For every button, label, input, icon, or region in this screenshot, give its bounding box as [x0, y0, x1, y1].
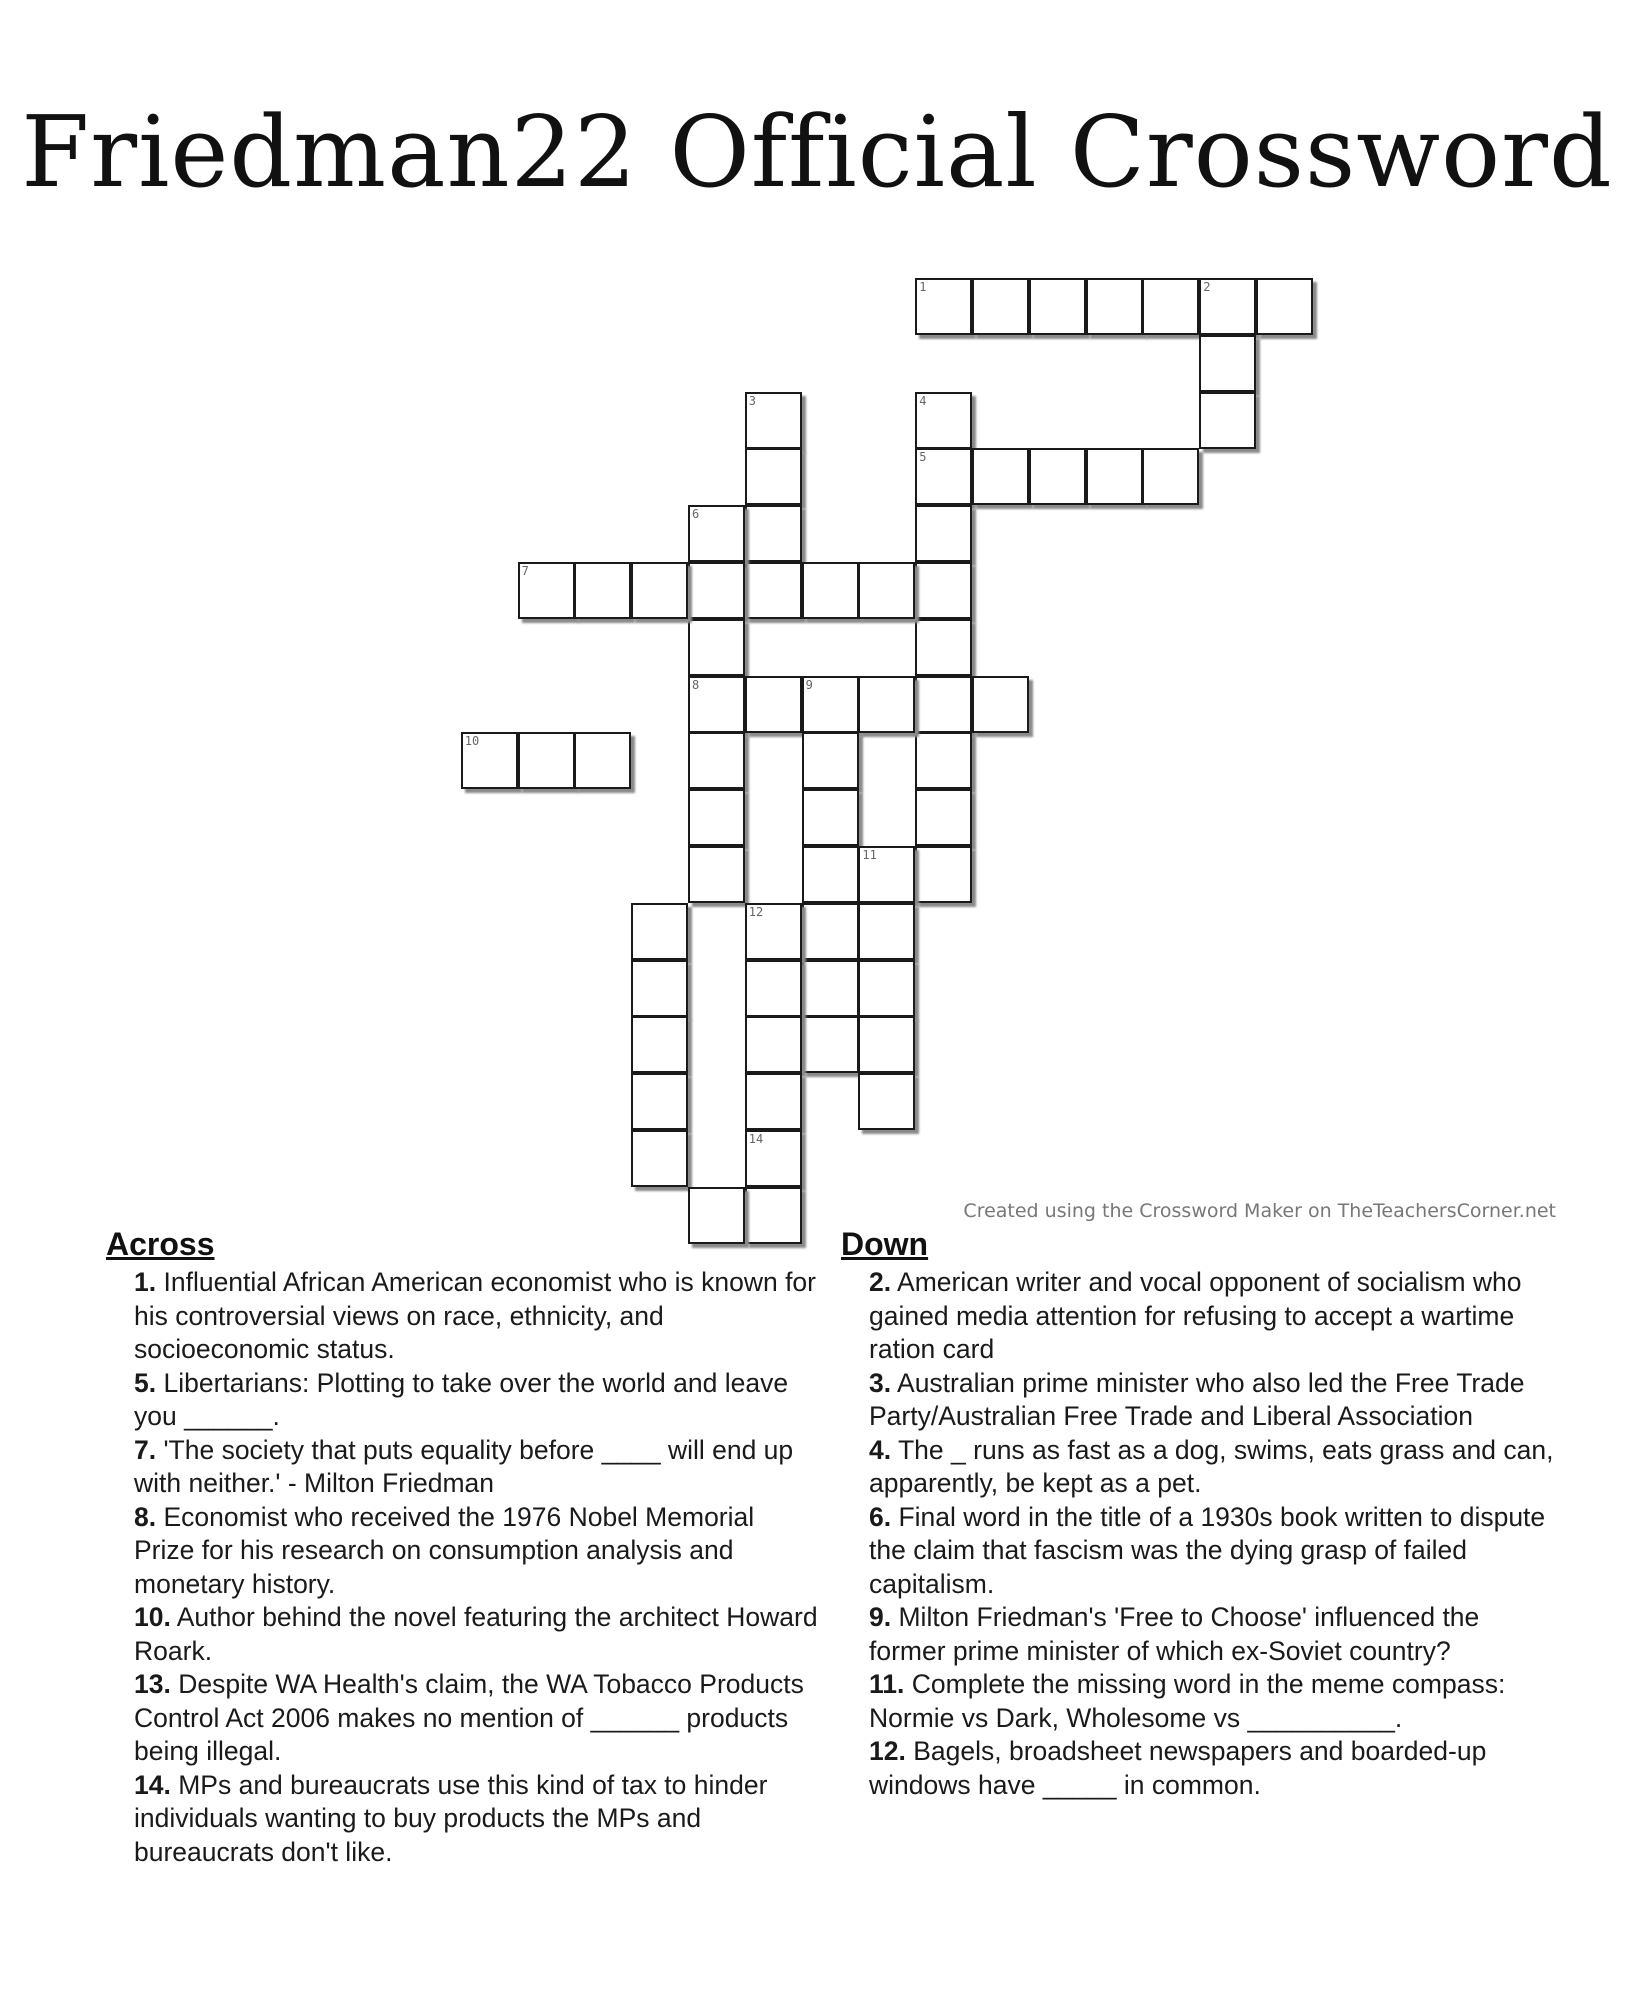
- grid-cell: [802, 903, 859, 960]
- clue-item: [134, 1266, 818, 1367]
- grid-cell: [745, 1073, 802, 1130]
- grid-cell: [1142, 278, 1199, 335]
- clue-number: 10.: [134, 1602, 171, 1632]
- clue-text: Influential African American economist who is known for his controversial views on race, ethnicity, and socioeconomic status.: [134, 1267, 816, 1364]
- grid-cell: [915, 562, 972, 619]
- clue-text: 'The society that puts equality before ____ will end up with neither.' - Milton Friedman: [134, 1434, 794, 1498]
- clue-text: Bagels, broadsheet newspapers and boarded-up windows have _____ in common.: [869, 1736, 1487, 1800]
- clue-number: 13.: [134, 1669, 171, 1699]
- grid-cell: [745, 562, 802, 619]
- credit-line: Created using the Crossword Maker on TheTeachersCorner.net: [963, 1200, 1556, 1222]
- cell-number: 6: [692, 507, 700, 522]
- clue-number: 4.: [869, 1434, 892, 1465]
- cell-number: 2: [1203, 280, 1211, 294]
- grid-cell: [858, 960, 915, 1017]
- grid-cell: [461, 732, 518, 789]
- grid-cell: [1199, 335, 1256, 392]
- clue-text: Despite WA Health's claim, the WA Tobacco Products Control Act 2006 makes no mention of ______ products being illegal.: [134, 1669, 804, 1766]
- clue-number: 5.: [134, 1367, 157, 1398]
- clue-item: [869, 1735, 1561, 1802]
- down-clues: [841, 1226, 1561, 1802]
- cell-number: 7: [521, 564, 529, 578]
- clue-item: [134, 1668, 818, 1769]
- grid-cell: [518, 562, 575, 619]
- clue-item: [134, 1769, 818, 1870]
- clue-item: [869, 1266, 1561, 1367]
- grid-cell: [1199, 278, 1256, 335]
- clue-text: Australian prime minister who also led the Free Trade Party/Australian Free Trade and Liberal Association: [869, 1367, 1525, 1431]
- down-heading: Down: [841, 1226, 929, 1262]
- clue-number: 2.: [869, 1267, 892, 1297]
- clue-item: [869, 1668, 1561, 1735]
- grid-cell: [745, 392, 802, 449]
- grid-cell: [745, 448, 802, 505]
- grid-cell: [688, 789, 745, 846]
- grid-cell: [688, 732, 745, 789]
- grid-cell: [688, 846, 745, 903]
- clue-number: 11.: [869, 1669, 905, 1699]
- grid-cell: [745, 676, 802, 733]
- grid-cell: [688, 505, 745, 562]
- clue-item: [134, 1367, 818, 1434]
- grid-cell: [745, 1016, 802, 1073]
- grid-cell: [574, 732, 631, 789]
- clue-number: 6.: [869, 1501, 892, 1532]
- grid-cell: [972, 278, 1029, 335]
- grid-cell: [688, 619, 745, 676]
- clue-text: Author behind the novel featuring the architect Howard Roark.: [134, 1602, 818, 1666]
- clue-number: 12.: [869, 1736, 906, 1766]
- grid-cell: [1142, 448, 1199, 505]
- cell-number: 5: [919, 450, 927, 465]
- grid-cell: [518, 732, 575, 789]
- grid-cell: [802, 789, 859, 846]
- grid-cell: [631, 960, 688, 1017]
- grid-cell: [745, 505, 802, 562]
- grid-cell: [858, 846, 915, 903]
- grid-cell: [574, 562, 631, 619]
- grid-cell: [802, 676, 859, 733]
- cell-number: 10: [464, 734, 480, 749]
- grid-cell: [1086, 278, 1143, 335]
- grid-cell: [1029, 448, 1086, 505]
- cell-number: 8: [692, 677, 700, 692]
- clue-number: 3.: [869, 1367, 892, 1398]
- clue-number: 1.: [134, 1267, 157, 1297]
- cell-number: 3: [748, 393, 757, 408]
- clue-item: [869, 1601, 1561, 1668]
- clue-text: American writer and vocal opponent of socialism who gained media attention for refusing to accept a wartime ration card: [869, 1267, 1522, 1364]
- grid-cell: [1086, 448, 1143, 505]
- grid-cell: [802, 562, 859, 619]
- grid-cell: [631, 1130, 688, 1187]
- clue-item: [134, 1501, 818, 1602]
- grid-cell: [915, 846, 972, 903]
- grid-cell: [915, 392, 972, 449]
- across-heading: Across: [106, 1226, 215, 1262]
- page-title: Friedman22 Official Crossword: [21, 96, 1613, 210]
- grid-cell: [745, 1130, 802, 1187]
- cell-number: 12: [748, 904, 764, 919]
- clue-item: [134, 1601, 818, 1668]
- grid-cell: [972, 448, 1029, 505]
- grid-cell: [858, 903, 915, 960]
- clue-text: Economist who received the 1976 Nobel Memorial Prize for his research on consumption analysis and monetary history.: [134, 1501, 755, 1599]
- grid-cell: [858, 562, 915, 619]
- grid-cell: [972, 676, 1029, 733]
- across-clues: [106, 1226, 818, 1869]
- grid-cell: [915, 278, 972, 335]
- grid-cell: [745, 903, 802, 960]
- clue-item: [869, 1501, 1561, 1602]
- grid-cell: [631, 1016, 688, 1073]
- grid-cell: [802, 846, 859, 903]
- grid-cell: [688, 562, 745, 619]
- grid-cell: [858, 676, 915, 733]
- grid-cell: [631, 562, 688, 619]
- clue-text: Milton Friedman's 'Free to Choose' influenced the former prime minister of which ex-Soviet country?: [869, 1602, 1480, 1666]
- grid-cell: [688, 676, 745, 733]
- down-clue-list: [841, 1266, 1561, 1802]
- grid-cell: [802, 732, 859, 789]
- clue-text: Libertarians: Plotting to take over the world and leave you ______.: [134, 1367, 789, 1431]
- grid-cell: [915, 448, 972, 505]
- clue-text: Final word in the title of a 1930s book written to dispute the claim that fascism was the dying grasp of failed capitalism.: [869, 1501, 1546, 1599]
- cell-number: 14: [748, 1132, 764, 1146]
- grid-cell: [802, 960, 859, 1017]
- grid-cell: [858, 1073, 915, 1130]
- grid-cell: [915, 789, 972, 846]
- clue-item: [869, 1367, 1561, 1434]
- cell-number: 11: [862, 848, 877, 862]
- clue-text: Complete the missing word in the meme compass: Normie vs Dark, Wholesome vs __________.: [869, 1669, 1506, 1733]
- grid-cell: [802, 1016, 859, 1073]
- clue-item: [869, 1434, 1561, 1501]
- grid-cell: [631, 903, 688, 960]
- clue-text: The _ runs as fast as a dog, swims, eats grass and can, apparently, be kept as a pet.: [869, 1434, 1554, 1498]
- clue-number: 9.: [869, 1602, 892, 1632]
- clue-number: 8.: [134, 1501, 157, 1532]
- clue-number: 14.: [134, 1769, 171, 1800]
- grid-cell: [915, 505, 972, 562]
- grid-cell: [1256, 278, 1313, 335]
- clue-number: 7.: [134, 1434, 157, 1465]
- grid-cell: [915, 619, 972, 676]
- clue-text: MPs and bureaucrats use this kind of tax to hinder individuals wanting to buy products the MPs and bureaucrats don't like.: [134, 1769, 768, 1867]
- grid-cell: [1199, 392, 1256, 449]
- grid-cell: [745, 960, 802, 1017]
- grid-cell: [631, 1073, 688, 1130]
- across-clue-list: [106, 1266, 818, 1869]
- grid-cell: [1029, 278, 1086, 335]
- grid-cell: [915, 676, 972, 733]
- grid-cell: [858, 1016, 915, 1073]
- cell-number: 9: [805, 677, 813, 692]
- clue-item: [134, 1434, 818, 1501]
- cell-number: 1: [919, 280, 927, 294]
- grid-cell: [915, 732, 972, 789]
- cell-number: 4: [919, 393, 927, 408]
